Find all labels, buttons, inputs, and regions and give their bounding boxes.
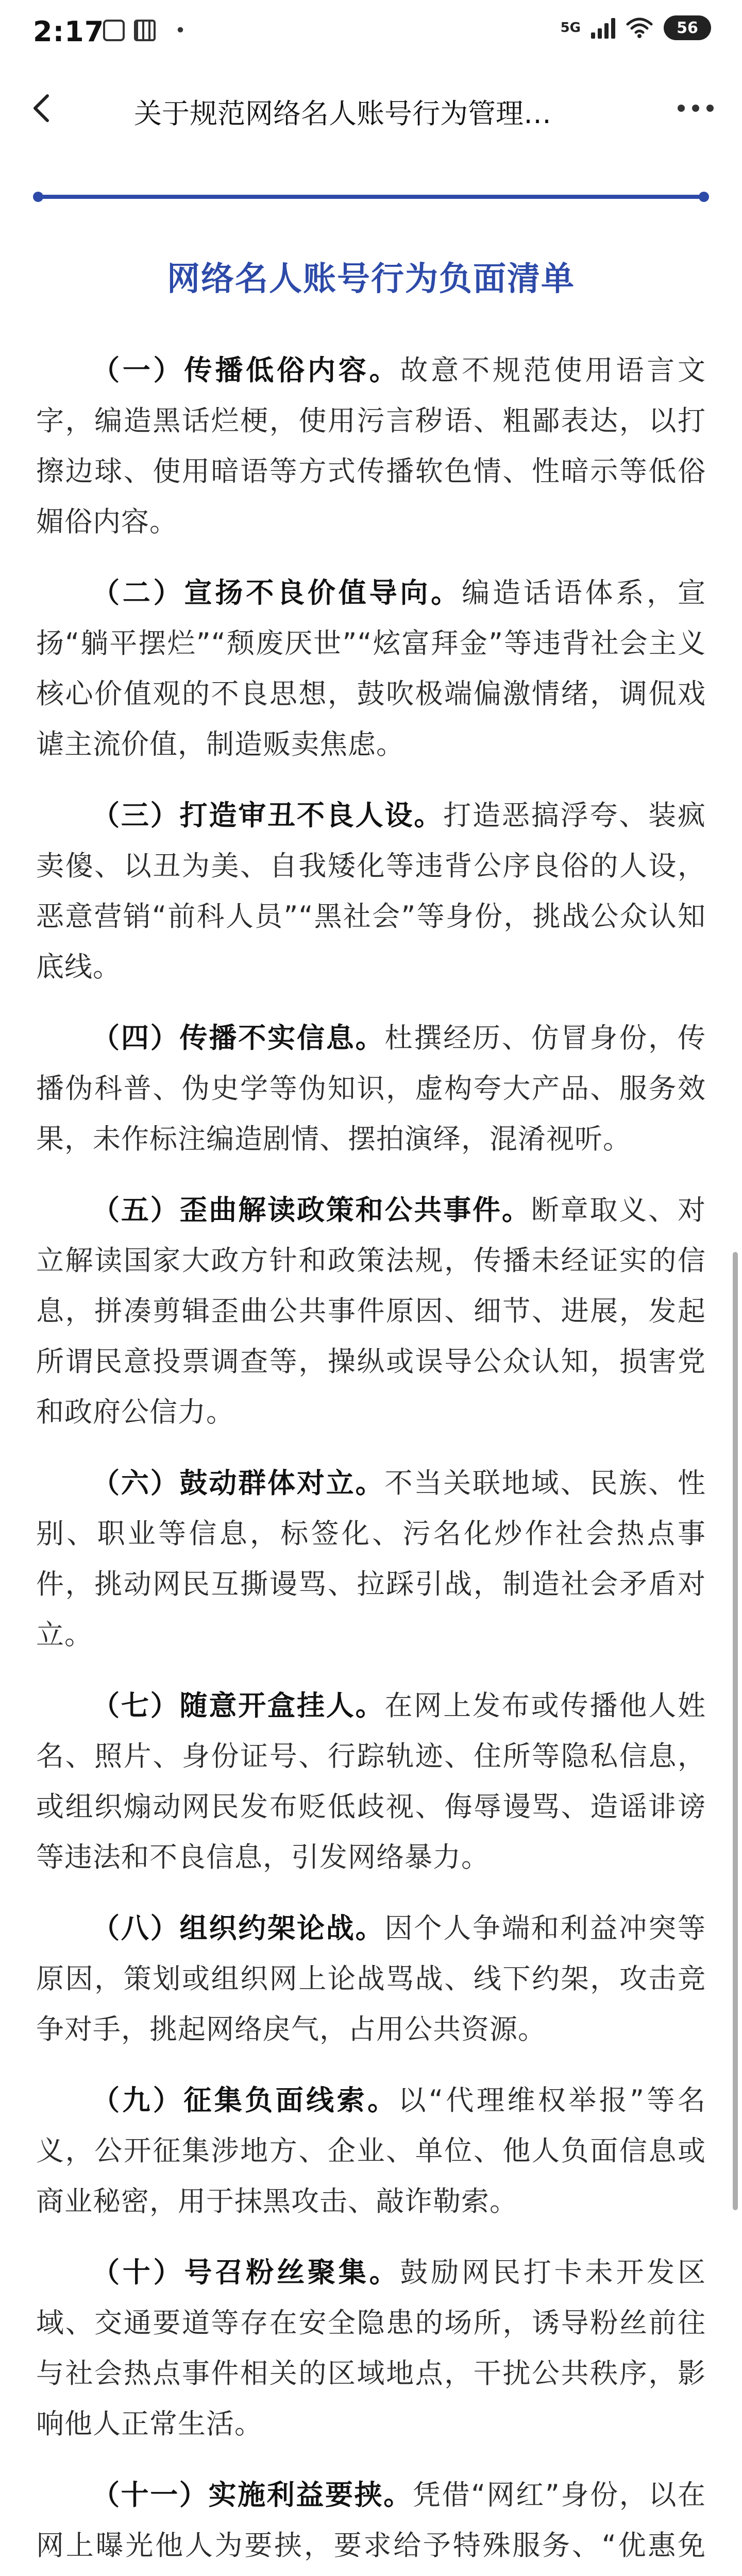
list-item <box>36 790 706 992</box>
list-item <box>36 1185 706 1437</box>
more-notifications-icon: • <box>175 20 186 41</box>
decorative-divider <box>36 195 706 199</box>
list-item <box>36 1458 706 1660</box>
item-heading: （三）打造审丑不良人设。 <box>92 799 444 832</box>
item-text: 以“代理维权举报”等名义，公开征集涉地方、企业、单位、他人负面信息或商业秘密，用于抹黑攻击、敲诈勒索。 <box>36 2084 706 2217</box>
wifi-icon <box>626 17 653 39</box>
list-item <box>36 345 706 547</box>
network-type-label: 5G <box>560 20 581 36</box>
list-item <box>36 1903 706 2055</box>
back-arrow-icon <box>31 93 52 124</box>
back-button[interactable] <box>21 88 62 129</box>
item-text: 打造恶搞浮夸、装疯卖傻、以丑为美、自我矮化等违背公序良俗的人设，恶意营销“前科人员”“黑社会”等身份，挑战公众认知底线。 <box>36 799 706 983</box>
item-text: 编造话语体系，宣扬“躺平摆烂”“颓废厌世”“炫富拜金”等违背社会主义核心价值观的不良思想，鼓吹极端偏激情绪，调侃戏谑主流价值，制造贩卖焦虑。 <box>36 577 706 760</box>
item-heading: （七）随意开盒挂人。 <box>92 1689 385 1722</box>
item-heading: （八）组织约架论战。 <box>92 1912 385 1944</box>
scrollbar[interactable] <box>733 1252 738 2210</box>
item-heading: （二）宣扬不良价值导向。 <box>92 577 462 609</box>
more-dot-icon <box>678 105 685 112</box>
status-indicators <box>561 15 711 40</box>
item-text: 故意不规范使用语言文字，编造黑话烂梗，使用污言秽语、粗鄙表达，以打擦边球、使用暗语等方式传播软色情、性暗示等低俗媚俗内容。 <box>36 354 706 538</box>
item-heading: （六）鼓动群体对立。 <box>92 1467 385 1499</box>
item-heading: （十一）实施利益要挟。 <box>92 2479 413 2511</box>
more-dot-icon <box>692 105 699 112</box>
notification-app-icon <box>103 20 125 41</box>
item-text: 鼓励网民打卡未开发区域、交通要道等存在安全隐患的场所，诱导粉丝前往与社会热点事件相关的区域地点，干扰公共秩序，影响他人正常生活。 <box>36 2256 706 2440</box>
more-options-button[interactable] <box>670 88 721 129</box>
rules-list <box>36 345 706 2576</box>
item-heading: （四）传播不实信息。 <box>92 1022 385 1054</box>
item-heading: （五）歪曲解读政策和公共事件。 <box>92 1194 531 1226</box>
list-item <box>36 2247 706 2449</box>
item-text: 不当关联地域、民族、性别、职业等信息，标签化、污名化炒作社会热点事件，挑动网民互撕谩骂、拉踩引战，制造社会矛盾对立。 <box>36 1467 706 1651</box>
list-item <box>36 2075 706 2227</box>
article-body <box>0 155 742 2576</box>
list-item <box>36 1013 706 1164</box>
status-notification-icons <box>103 20 196 41</box>
item-heading: （十）号召粉丝聚集。 <box>92 2256 400 2289</box>
page-title: 关于规范网络名人账号行为管理… <box>134 97 551 130</box>
article-heading: 网络名人账号行为负面清单 <box>167 260 575 298</box>
battery-indicator: 56 <box>664 15 711 40</box>
item-heading: （一）传播低俗内容。 <box>92 354 400 386</box>
item-text: 因个人争端和利益冲突等原因，策划或组织网上论战骂战、线下约架，攻击竞争对手，挑起网络戾气，占用公共资源。 <box>36 1912 706 2045</box>
list-item <box>36 1681 706 1883</box>
item-text: 凭借“网红”身份，以在网上曝光他人为要挟，要求给予特殊服务、“优惠免 <box>36 2479 706 2562</box>
list-item <box>36 568 706 770</box>
more-dot-icon <box>706 105 714 112</box>
status-time: 2:17 <box>33 15 105 48</box>
item-heading: （九）征集负面线索。 <box>92 2084 398 2116</box>
status-bar <box>0 0 742 62</box>
list-item <box>36 2470 706 2576</box>
top-navigation-bar <box>0 62 742 155</box>
notification-grid-icon <box>134 20 156 41</box>
item-text: 在网上发布或传播他人姓名、照片、身份证号、行踪轨迹、住所等隐私信息，或组织煽动网民发布贬低歧视、侮辱谩骂、造谣诽谤等违法和不良信息，引发网络暴力。 <box>36 1689 706 1873</box>
item-text: 断章取义、对立解读国家大政方针和政策法规，传播未经证实的信息，拼凑剪辑歪曲公共事件原因、细节、进展，发起所谓民意投票调查等，操纵或误导公众认知，损害党和政府公信力。 <box>36 1194 706 1428</box>
signal-strength-icon <box>591 17 615 39</box>
item-text: 杜撰经历、仿冒身份，传播伪科普、伪史学等伪知识，虚构夸大产品、服务效果，未作标注编造剧情、摆拍演绎，混淆视听。 <box>36 1022 706 1155</box>
